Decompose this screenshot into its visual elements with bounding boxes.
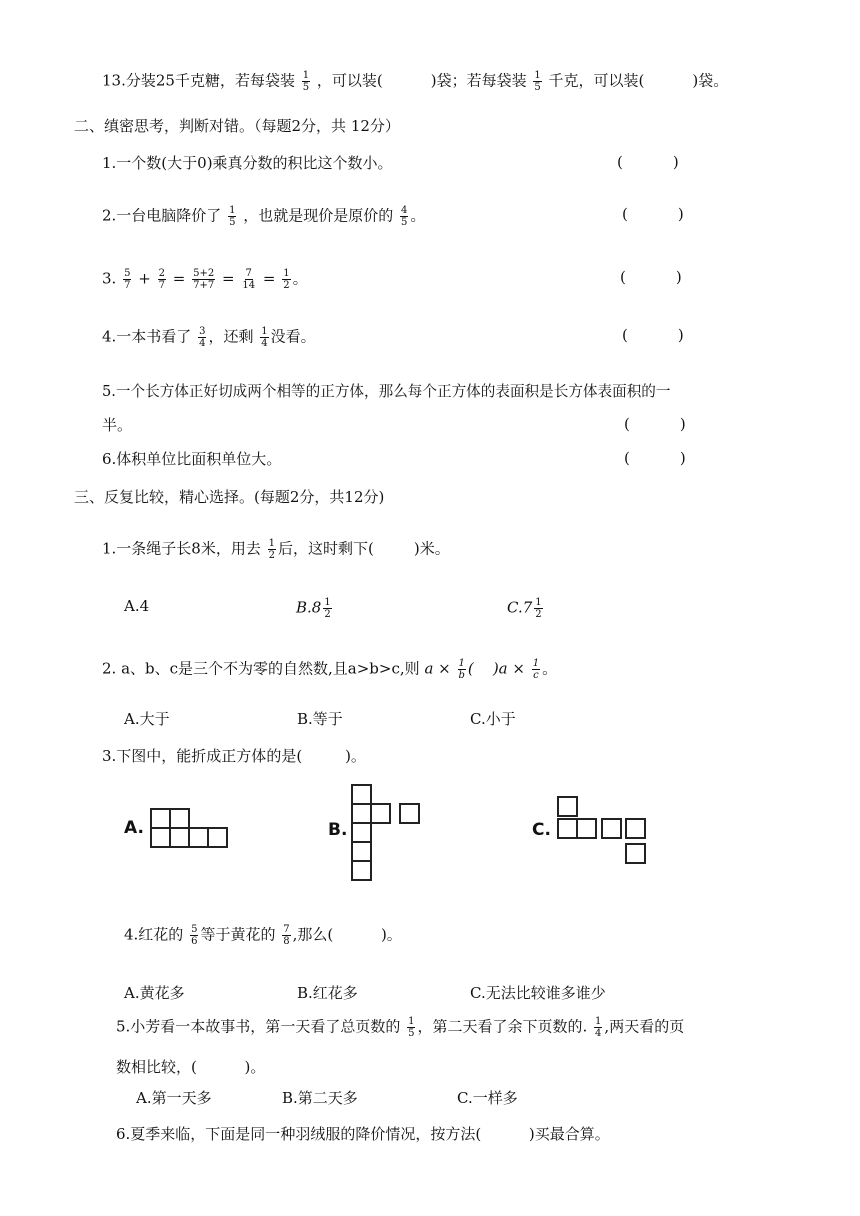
- fraction: $\frac{1}{c}$: [532, 658, 540, 681]
- fraction: $\frac{5}{6}$: [191, 924, 198, 947]
- option-a: A.第一天多: [136, 1089, 212, 1107]
- choice-item-4: 4.红花的 $\frac{5}{6}$ 等于黄花的 $\frac{7}{8}$ ,那么( )。: [124, 924, 402, 947]
- fraction: $\frac{2}{7}$: [158, 268, 165, 291]
- choice-item-5-cont: 数相比较，( )。: [116, 1058, 266, 1076]
- fraction: $\frac{1}{4}$: [261, 326, 268, 349]
- answer-paren: ( ): [617, 153, 679, 171]
- fraction: $\frac{1}{5}$: [302, 70, 310, 93]
- option-b: B.红花多: [297, 984, 358, 1002]
- fraction: $\frac{1}{2}$: [324, 597, 331, 620]
- judge-item-5: 5.一个长方体正好切成两个相等的正方体，那么每个正方体的表面积是长方体表面积的一: [102, 383, 671, 400]
- section-2-heading: 二、缜密思考，判断对错。（每题2分，共 12分）: [74, 117, 400, 135]
- fraction: $\frac{1}{2}$: [268, 538, 276, 561]
- option-b: B.第二天多: [282, 1089, 358, 1107]
- fraction: $\frac{5+2}{7+7}$: [193, 268, 215, 291]
- option-a: A.黄花多: [124, 984, 185, 1002]
- fraction: $\frac{5}{7}$: [124, 268, 131, 291]
- fraction: $\frac{7}{8}$: [283, 924, 290, 947]
- option-a: A.4: [124, 597, 150, 615]
- fraction: $\frac{1}{5}$: [534, 70, 541, 93]
- choice-item-6: 6.夏季来临，下面是同一种羽绒服的降价情况，按方法( )买最合算。: [116, 1125, 610, 1143]
- judge-item-4: 4.一本书看了 $\frac{3}{4}$ ，还剩 $\frac{1}{4}$ 没看。: [102, 326, 316, 349]
- fraction: $\frac{1}{2}$: [535, 597, 542, 620]
- answer-paren: ( ): [624, 449, 686, 467]
- fraction: $\frac{3}{4}$: [199, 326, 206, 349]
- option-b: B.等于: [297, 710, 343, 728]
- answer-paren: ( ): [624, 415, 686, 433]
- option-c: C.无法比较谁多谁少: [470, 984, 606, 1002]
- judge-item-6: 6.体积单位比面积单位大。: [102, 450, 282, 468]
- judge-item-2: 2.一台电脑降价了 $\frac{1}{5}$ ，也就是现价是原价的 $\frac{4}{5}$ 。: [102, 205, 426, 228]
- answer-paren: ( ): [622, 205, 684, 223]
- judge-item-5-cont: 半。: [102, 416, 133, 434]
- option-b: B.8 $\frac{1}{2}$: [296, 597, 331, 620]
- fraction: $\frac{1}{5}$: [408, 1016, 415, 1039]
- judge-item-1: 1.一个数(大于0)乘真分数的积比这个数小。: [102, 154, 393, 172]
- choice-item-3: 3.下图中，能折成正方体的是( )。: [102, 747, 366, 765]
- judge-item-3: 3. $\frac{5}{7}$ + $\frac{2}{7}$ = $\frac{5+2}{7+7}$ = $\frac{7}{14}$ = $\frac{1}{2}$ 。: [102, 268, 308, 291]
- answer-paren: ( ): [620, 268, 682, 286]
- question-13: 13.分装25千克糖，若每袋装 $\frac{1}{5}$ ，可以装( )袋；若每袋装 $\frac{1}{5}$ 千克，可以装( )袋。: [102, 70, 729, 93]
- option-c: C.一样多: [457, 1089, 518, 1107]
- fraction: $\frac{1}{b}$: [458, 658, 465, 681]
- fraction: $\frac{1}{2}$: [283, 268, 290, 291]
- option-c: C.7 $\frac{1}{2}$: [507, 597, 542, 620]
- choice-item-2: 2. a、b、c是三个不为零的自然数,且a>b>c,则 a × $\frac{1}{b}$ ( )a × $\frac{1}{c}$ 。: [102, 658, 558, 681]
- option-a: A.大于: [124, 710, 170, 728]
- fraction: $\frac{1}{4}$: [595, 1016, 602, 1039]
- fraction: $\frac{4}{5}$: [401, 205, 408, 228]
- choice-item-1: 1.一条绳子长8米，用去 $\frac{1}{2}$ 后，这时剩下( )米。: [102, 538, 450, 561]
- section-3-heading: 三、反复比较，精心选择。(每题2分，共12分): [74, 488, 385, 506]
- fraction: $\frac{1}{5}$: [229, 205, 236, 228]
- choice-item-5: 5.小芳看一本故事书，第一天看了总页数的 $\frac{1}{5}$ ，第二天看了余下页数的. $\frac{1}{4}$ ,两天看的页: [116, 1016, 685, 1039]
- fraction: $\frac{7}{14}$: [242, 268, 256, 291]
- answer-paren: ( ): [622, 326, 684, 344]
- option-c: C.小于: [470, 710, 516, 728]
